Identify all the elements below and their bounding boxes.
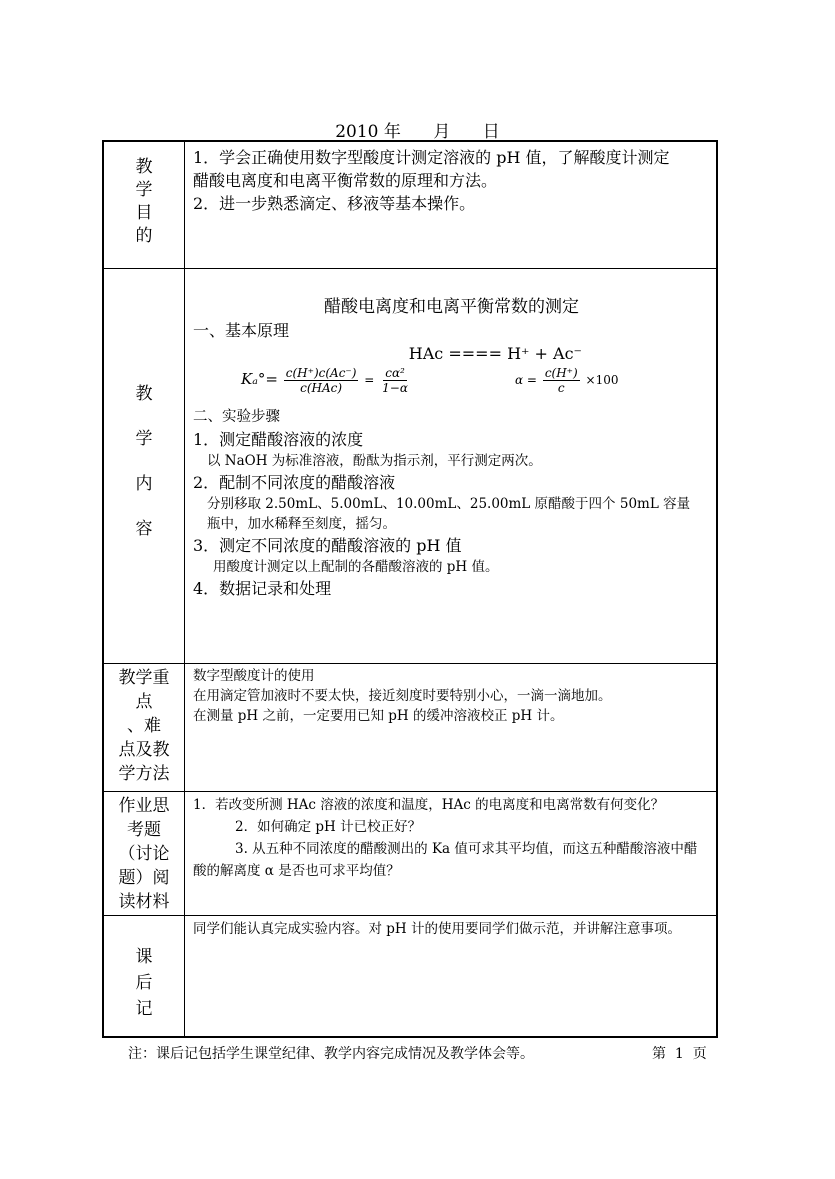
section-steps: 二、实验步骤 <box>193 408 280 425</box>
label-line: 题）阅 <box>118 867 170 888</box>
notes-text: 同学们能认真完成实验内容。对 pH 计的使用要同学们做示范，并讲解注意事项。 <box>193 920 681 937</box>
step-2-detail-a: 分别移取 2.50mL、5.00mL、10.00mL、25.00mL 原醋酸于四个 50mL 容量 <box>207 495 691 512</box>
label-notes <box>103 915 185 1037</box>
footer-note: 注：课后记包括学生课堂纪律、教学内容完成情况及教学体会等。 <box>128 1046 534 1062</box>
formula-k-frac1 <box>284 366 359 395</box>
label-line: 点 <box>135 691 153 712</box>
label-objectives <box>103 141 185 268</box>
formula-alpha-lhs: α = <box>515 372 537 387</box>
keypoint-line: 数字型酸度计的使用 <box>193 667 315 684</box>
label-char: 教 <box>135 157 153 177</box>
cell-notes <box>185 915 718 1037</box>
step-2-detail <box>193 494 710 514</box>
label-char: 目 <box>135 203 153 223</box>
formula-alpha-tail: ×100 <box>585 372 619 387</box>
question-2: 2．如何确定 pH 计已校正好？ <box>235 818 422 835</box>
step-1: 1．测定醋酸溶液的浓度 <box>193 429 364 449</box>
step-2: 2．配制不同浓度的醋酸溶液 <box>193 472 396 492</box>
objective-line: 1．学会正确使用数字型酸度计测定溶液的 pH 值，了解酸度计测定 <box>193 148 670 167</box>
label-char: 学 <box>135 180 153 200</box>
step-1-detail: 以 NaOH 为标准溶液，酚酞为指示剂，平行测定两次。 <box>207 452 542 469</box>
label-line: 作业思 <box>118 795 170 816</box>
formula-k-lhs: Kₐ°= <box>241 369 278 388</box>
formula-block <box>193 366 710 406</box>
label-line: 、难 <box>127 715 161 736</box>
label-char: 容 <box>135 518 153 539</box>
label-line: 学方法 <box>118 763 170 784</box>
label-line: 考题 <box>127 819 161 840</box>
label-line: 教学重 <box>118 667 170 688</box>
label-line: 点及教 <box>118 739 170 760</box>
formula-k-frac2 <box>380 366 410 395</box>
formula-k-eq: = <box>364 372 375 387</box>
label-line: 读材料 <box>118 891 170 912</box>
formula-alpha-den: c <box>557 380 565 395</box>
objective-line: 2．进一步熟悉滴定、移液等基本操作。 <box>193 194 476 213</box>
label-char: 学 <box>135 428 153 449</box>
step-4: 4．数据记录和处理 <box>193 578 332 598</box>
label-line: （讨论 <box>118 843 170 864</box>
formula-k-num1: c(H⁺)c(Ac⁻) <box>285 365 357 380</box>
objective-line: 醋酸电离度和电离平衡常数的原理和方法。 <box>193 171 498 190</box>
dissociation-equation: HAc ==== H⁺ + Ac⁻ <box>408 343 582 363</box>
cell-homework <box>185 791 718 915</box>
step-2-detail-cont: 瓶中，加水稀释至刻度，摇匀。 <box>207 515 396 532</box>
question-3: 3. 从五种不同浓度的醋酸测出的 Ka 值可求其平均值，而这五种醋酸溶液中醋酸的解离度 α 是否也可求平均值？ <box>193 840 698 879</box>
formula-k-num2: cα² <box>385 365 405 380</box>
formula-alpha-num: c(H⁺) <box>544 365 578 380</box>
label-char: 的 <box>135 226 153 246</box>
keypoint-line: 在测量 pH 之前，一定要用已知 pH 的缓冲溶液校正 pH 计。 <box>193 707 564 724</box>
step-3: 3．测定不同浓度的醋酸溶液的 pH 值 <box>193 535 462 555</box>
lesson-plan-table <box>102 140 718 1038</box>
cell-content <box>185 268 718 663</box>
formula-k-den2: 1−α <box>382 380 408 395</box>
page-number: 第 1 页 <box>652 1046 707 1062</box>
label-homework <box>103 791 185 915</box>
label-char: 记 <box>135 998 153 1019</box>
row-objectives <box>103 141 717 268</box>
date-line: 2010 年 月 日 <box>335 122 500 142</box>
formula-k-den1: c(HAc) <box>300 380 343 395</box>
formula-k <box>241 366 412 395</box>
cell-objectives <box>185 141 718 268</box>
row-keypoints <box>103 663 717 791</box>
formula-alpha <box>515 366 619 395</box>
formula-alpha-frac <box>543 366 580 395</box>
row-homework <box>103 791 717 915</box>
section-principle: 一、基本原理 <box>193 320 290 340</box>
label-char: 课 <box>135 946 153 967</box>
row-content <box>103 268 717 663</box>
content-title: 醋酸电离度和电离平衡常数的测定 <box>324 296 579 317</box>
label-char: 后 <box>135 972 153 993</box>
label-content <box>103 268 185 663</box>
step-3-detail: 用酸度计测定以上配制的各醋酸溶液的 pH 值。 <box>213 558 499 575</box>
label-char: 教 <box>135 383 153 404</box>
keypoint-line: 在用滴定管加液时不要太快，接近刻度时要特别小心，一滴一滴地加。 <box>193 687 612 704</box>
cell-keypoints <box>185 663 718 791</box>
label-keypoints <box>103 663 185 791</box>
label-char: 内 <box>135 473 153 494</box>
question-1: 1．若改变所测 HAc 溶液的浓度和温度，HAc 的电离度和电离常数有何变化？ <box>193 796 665 813</box>
row-notes <box>103 915 717 1037</box>
